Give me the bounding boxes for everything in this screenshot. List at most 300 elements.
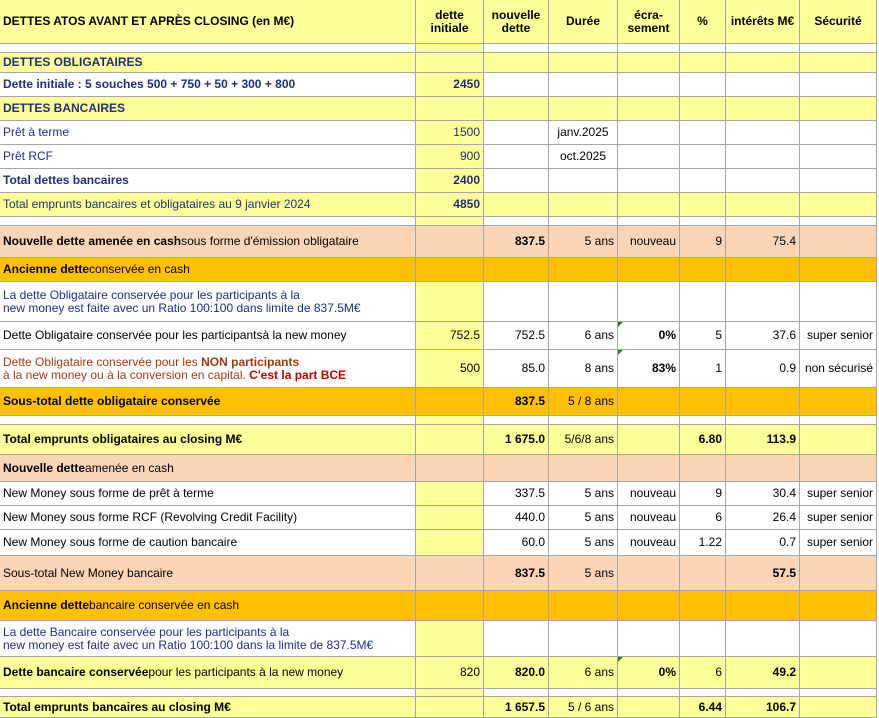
cell-text: Nouvelle dette bbox=[3, 460, 86, 475]
table-cell[interactable] bbox=[800, 697, 877, 718]
table-cell[interactable] bbox=[484, 388, 549, 416]
table-cell[interactable] bbox=[484, 217, 549, 226]
table-cell[interactable] bbox=[680, 388, 726, 416]
table-cell[interactable] bbox=[800, 53, 877, 73]
table-cell[interactable] bbox=[800, 145, 877, 169]
cell-text: dette bbox=[435, 7, 464, 22]
table-cell[interactable] bbox=[549, 121, 618, 145]
cell-text: 5 ans bbox=[584, 565, 614, 580]
cell-text: 106.7 bbox=[765, 699, 796, 714]
table-cell[interactable] bbox=[680, 530, 726, 556]
table-cell[interactable] bbox=[549, 388, 618, 416]
cell-text: super senior bbox=[806, 510, 873, 524]
table-cell[interactable] bbox=[680, 258, 726, 282]
table-cell[interactable] bbox=[618, 217, 680, 226]
table-cell[interactable] bbox=[484, 621, 549, 657]
table-cell[interactable] bbox=[484, 591, 549, 621]
table-cell[interactable] bbox=[549, 258, 618, 282]
table-cell[interactable] bbox=[484, 258, 549, 282]
cell-text: 49.2 bbox=[772, 665, 796, 679]
table-cell[interactable] bbox=[618, 416, 680, 425]
table-cell[interactable] bbox=[800, 425, 877, 455]
table-cell[interactable] bbox=[416, 44, 484, 53]
table-cell[interactable] bbox=[800, 591, 877, 621]
table-cell[interactable] bbox=[0, 322, 416, 350]
header-ecrasement[interactable] bbox=[618, 0, 680, 44]
cell-text: 6 ans bbox=[584, 328, 614, 342]
cell-text: super senior bbox=[806, 328, 873, 342]
cell-text: 440.0 bbox=[514, 510, 545, 524]
table-cell[interactable] bbox=[549, 482, 618, 506]
table-cell[interactable] bbox=[484, 145, 549, 169]
table-cell[interactable] bbox=[416, 193, 484, 217]
table-cell[interactable] bbox=[0, 44, 416, 53]
table-cell[interactable] bbox=[416, 226, 484, 258]
table-cell[interactable] bbox=[484, 455, 549, 482]
header-duree[interactable] bbox=[549, 0, 618, 44]
table-cell[interactable] bbox=[726, 169, 800, 193]
cell-text: 837.5 bbox=[514, 234, 545, 248]
table-cell[interactable] bbox=[680, 169, 726, 193]
table-cell[interactable] bbox=[800, 226, 877, 258]
table-cell[interactable] bbox=[726, 621, 800, 657]
cell-text: Dette bancaire conservée bbox=[3, 665, 149, 679]
table-cell[interactable] bbox=[549, 169, 618, 193]
table-cell[interactable] bbox=[0, 73, 416, 97]
table-cell[interactable] bbox=[416, 530, 484, 556]
table-cell[interactable] bbox=[549, 73, 618, 97]
cell-text: 1 657.5 bbox=[504, 699, 545, 714]
table-cell[interactable] bbox=[0, 697, 416, 718]
table-cell[interactable] bbox=[0, 388, 416, 416]
cell-text: 5 ans bbox=[584, 234, 614, 248]
cell-text: Total emprunts bancaires et obligataires au 9 janvier 2024 bbox=[3, 197, 311, 211]
cell-text: Ancienne dette bbox=[3, 262, 90, 276]
cell-text: 6.44 bbox=[698, 699, 722, 714]
table-cell[interactable] bbox=[800, 556, 877, 591]
table-cell[interactable] bbox=[726, 530, 800, 556]
cell-text: non sécurisé bbox=[804, 361, 873, 375]
cell-text: 5 bbox=[715, 328, 722, 342]
cell-text: super senior bbox=[806, 486, 873, 500]
cell-text: 6 ans bbox=[584, 665, 614, 679]
table-cell[interactable] bbox=[680, 556, 726, 591]
table-cell[interactable] bbox=[680, 226, 726, 258]
table-cell[interactable] bbox=[484, 53, 549, 73]
table-cell[interactable] bbox=[549, 53, 618, 73]
cell-text: nouveau bbox=[629, 535, 676, 549]
nouvelle-dette-cash-label[interactable] bbox=[0, 455, 416, 482]
table-cell[interactable] bbox=[484, 73, 549, 97]
table-cell[interactable] bbox=[680, 689, 726, 697]
table-cell[interactable] bbox=[680, 455, 726, 482]
table-cell[interactable] bbox=[416, 145, 484, 169]
table-cell[interactable] bbox=[726, 416, 800, 425]
table-cell[interactable] bbox=[0, 121, 416, 145]
table-cell[interactable] bbox=[484, 193, 549, 217]
cell-text: 2450 bbox=[453, 77, 480, 91]
cell-text: La dette Bancaire conservée pour les participants à la bbox=[3, 624, 290, 639]
oblig-info-label[interactable] bbox=[0, 282, 416, 322]
table-cell[interactable] bbox=[549, 506, 618, 530]
table-cell[interactable] bbox=[0, 506, 416, 530]
table-cell[interactable] bbox=[549, 322, 618, 350]
table-cell[interactable] bbox=[680, 621, 726, 657]
table-cell[interactable] bbox=[549, 145, 618, 169]
table-cell[interactable] bbox=[618, 44, 680, 53]
title-cell[interactable] bbox=[0, 0, 416, 44]
cell-text: sement bbox=[627, 20, 670, 35]
table-cell[interactable] bbox=[726, 73, 800, 97]
table-cell[interactable] bbox=[800, 388, 877, 416]
cell-text: super senior bbox=[806, 535, 873, 549]
table-cell[interactable] bbox=[416, 657, 484, 689]
table-cell[interactable] bbox=[484, 530, 549, 556]
table-cell[interactable] bbox=[618, 73, 680, 97]
table-cell[interactable] bbox=[726, 506, 800, 530]
table-cell[interactable] bbox=[484, 506, 549, 530]
table-cell[interactable] bbox=[0, 482, 416, 506]
cell-text: intérêts M€ bbox=[730, 14, 795, 28]
table-cell[interactable] bbox=[549, 425, 618, 455]
table-cell[interactable] bbox=[484, 416, 549, 425]
table-cell[interactable] bbox=[800, 121, 877, 145]
dette-bancaire-conservee-label[interactable] bbox=[0, 657, 416, 689]
table-cell[interactable] bbox=[618, 350, 680, 388]
table-cell[interactable] bbox=[726, 556, 800, 591]
table-cell[interactable] bbox=[484, 97, 549, 121]
table-cell[interactable] bbox=[618, 530, 680, 556]
cell-text: % bbox=[697, 14, 708, 28]
table-cell[interactable] bbox=[0, 217, 416, 226]
table-cell[interactable] bbox=[680, 97, 726, 121]
table-cell[interactable] bbox=[680, 506, 726, 530]
cell-text bbox=[3, 369, 346, 382]
table-cell[interactable] bbox=[0, 556, 416, 591]
table-cell[interactable] bbox=[484, 482, 549, 506]
table-cell[interactable] bbox=[0, 425, 416, 455]
table-cell[interactable] bbox=[680, 591, 726, 621]
table-cell[interactable] bbox=[800, 350, 877, 388]
header-securite[interactable] bbox=[800, 0, 877, 44]
cell-text: 0.7 bbox=[779, 535, 796, 549]
table-cell[interactable] bbox=[484, 44, 549, 53]
cell-text: Dette initiale : 5 souches 500 + 750 + 50 + 300 + 800 bbox=[3, 77, 296, 91]
cell-text: Sécurité bbox=[814, 14, 862, 28]
table-cell[interactable] bbox=[800, 621, 877, 657]
table-cell[interactable] bbox=[726, 697, 800, 718]
table-cell[interactable] bbox=[484, 282, 549, 322]
table-cell[interactable] bbox=[680, 193, 726, 217]
table-cell[interactable] bbox=[416, 217, 484, 226]
table-cell[interactable] bbox=[680, 657, 726, 689]
table-cell[interactable] bbox=[549, 697, 618, 718]
page-title: DETTES ATOS AVANT ET APRÈS CLOSING (en M€) bbox=[3, 14, 295, 28]
table-cell[interactable] bbox=[416, 322, 484, 350]
table-cell[interactable] bbox=[416, 169, 484, 193]
table-cell[interactable] bbox=[680, 425, 726, 455]
table-cell[interactable] bbox=[680, 53, 726, 73]
table-cell[interactable] bbox=[484, 226, 549, 258]
table-cell[interactable] bbox=[680, 73, 726, 97]
table-cell[interactable] bbox=[549, 44, 618, 53]
table-cell[interactable] bbox=[800, 530, 877, 556]
table-cell[interactable] bbox=[618, 657, 680, 689]
cell-text: 5 ans bbox=[584, 510, 614, 524]
table-cell[interactable] bbox=[0, 416, 416, 425]
table-cell[interactable] bbox=[484, 322, 549, 350]
cell-text: 820 bbox=[459, 665, 480, 679]
table-cell[interactable] bbox=[726, 591, 800, 621]
cell-text: 5 / 8 ans bbox=[567, 394, 614, 408]
cell-text: 0% bbox=[658, 665, 676, 679]
cell-text: Prêt à terme bbox=[3, 125, 70, 139]
cell-text: initiale bbox=[430, 20, 469, 35]
nouvelle-dette-label[interactable] bbox=[0, 226, 416, 258]
table-cell[interactable] bbox=[726, 657, 800, 689]
cell-text: écra- bbox=[634, 7, 663, 22]
table-cell[interactable] bbox=[726, 53, 800, 73]
table-cell[interactable] bbox=[618, 388, 680, 416]
cell-text: 37.6 bbox=[772, 328, 796, 342]
table-cell[interactable] bbox=[416, 425, 484, 455]
cell-text: 1.22 bbox=[698, 535, 722, 549]
cell-text: 752.5 bbox=[514, 328, 545, 342]
cell-text: Durée bbox=[565, 14, 600, 28]
table-cell[interactable] bbox=[484, 121, 549, 145]
table-cell[interactable] bbox=[618, 97, 680, 121]
table-cell[interactable] bbox=[726, 425, 800, 455]
table-cell[interactable] bbox=[618, 425, 680, 455]
table-cell[interactable] bbox=[0, 169, 416, 193]
section-bancaires[interactable] bbox=[0, 97, 416, 121]
table-cell[interactable] bbox=[416, 621, 484, 657]
header-interets[interactable] bbox=[726, 0, 800, 44]
cell-text: Prêt RCF bbox=[3, 149, 54, 163]
cell-text: 6.80 bbox=[698, 432, 722, 446]
table-cell[interactable] bbox=[618, 121, 680, 145]
table-cell[interactable] bbox=[549, 657, 618, 689]
cell-text: 9 bbox=[715, 486, 722, 500]
table-cell[interactable] bbox=[549, 226, 618, 258]
cell-text: 85.0 bbox=[521, 361, 545, 375]
table-cell[interactable] bbox=[416, 506, 484, 530]
table-cell[interactable] bbox=[549, 416, 618, 425]
table-cell[interactable] bbox=[416, 258, 484, 282]
cell-text: à la new money ou à la conversion en capital. bbox=[3, 367, 250, 382]
table-cell[interactable] bbox=[0, 689, 416, 697]
table-cell[interactable] bbox=[549, 282, 618, 322]
table-cell[interactable] bbox=[618, 506, 680, 530]
table-cell[interactable] bbox=[416, 73, 484, 97]
table-cell[interactable] bbox=[726, 145, 800, 169]
table-cell[interactable] bbox=[680, 697, 726, 718]
table-cell[interactable] bbox=[484, 697, 549, 718]
header-nouvelle-dette[interactable] bbox=[484, 0, 549, 44]
cell-text: pour les participants à la new money bbox=[148, 665, 344, 679]
table-cell[interactable] bbox=[680, 121, 726, 145]
banc-info-label[interactable] bbox=[0, 621, 416, 657]
table-cell[interactable] bbox=[800, 689, 877, 697]
cell-text: janv.2025 bbox=[557, 125, 609, 139]
table-cell[interactable] bbox=[680, 282, 726, 322]
table-cell[interactable] bbox=[549, 455, 618, 482]
table-cell[interactable] bbox=[416, 350, 484, 388]
table-cell[interactable] bbox=[0, 145, 416, 169]
cell-text: Dette Obligataire conservée pour les participantsà la new money bbox=[3, 328, 347, 342]
cell-text: 900 bbox=[459, 149, 480, 163]
table-cell[interactable] bbox=[416, 53, 484, 73]
table-cell[interactable] bbox=[726, 689, 800, 697]
table-cell[interactable] bbox=[680, 145, 726, 169]
cell-text: dette bbox=[501, 20, 531, 35]
table-cell[interactable] bbox=[416, 689, 484, 697]
cell-text: Ancienne dette bbox=[3, 598, 90, 612]
table-cell[interactable] bbox=[484, 556, 549, 591]
table-cell[interactable] bbox=[618, 145, 680, 169]
table-cell[interactable] bbox=[726, 121, 800, 145]
cell-text: oct.2025 bbox=[559, 149, 607, 163]
table-cell[interactable] bbox=[800, 657, 877, 689]
table-cell[interactable] bbox=[726, 226, 800, 258]
table-cell[interactable] bbox=[618, 53, 680, 73]
table-cell[interactable] bbox=[416, 416, 484, 425]
table-cell[interactable] bbox=[800, 169, 877, 193]
table-cell[interactable] bbox=[680, 44, 726, 53]
cell-text: 820.0 bbox=[514, 665, 545, 679]
table-cell[interactable] bbox=[416, 591, 484, 621]
table-cell[interactable] bbox=[484, 657, 549, 689]
table-cell[interactable] bbox=[549, 530, 618, 556]
cell-text: 337.5 bbox=[514, 486, 545, 500]
oblig-non-participants-label[interactable] bbox=[0, 350, 416, 388]
cell-text: 57.5 bbox=[772, 565, 796, 580]
cell-text: amenée en cash bbox=[85, 460, 174, 475]
header-pct[interactable] bbox=[680, 0, 726, 44]
table-cell[interactable] bbox=[680, 482, 726, 506]
table-cell[interactable] bbox=[726, 350, 800, 388]
table-cell[interactable] bbox=[726, 482, 800, 506]
cell-text: NON participants bbox=[201, 354, 300, 369]
table-cell[interactable] bbox=[726, 388, 800, 416]
table-cell[interactable] bbox=[416, 388, 484, 416]
table-cell[interactable] bbox=[800, 455, 877, 482]
table-cell[interactable] bbox=[618, 282, 680, 322]
table-cell[interactable] bbox=[800, 506, 877, 530]
table-cell[interactable] bbox=[416, 482, 484, 506]
table-cell[interactable] bbox=[549, 621, 618, 657]
table-cell[interactable] bbox=[618, 322, 680, 350]
cell-text: 113.9 bbox=[766, 432, 796, 446]
table-cell[interactable] bbox=[0, 530, 416, 556]
table-cell[interactable] bbox=[618, 591, 680, 621]
table-cell[interactable] bbox=[680, 322, 726, 350]
cell-text: 30.4 bbox=[772, 486, 796, 500]
table-cell[interactable] bbox=[726, 322, 800, 350]
ancienne-dette-bancaire-label[interactable] bbox=[0, 591, 416, 621]
table-cell[interactable] bbox=[484, 350, 549, 388]
table-cell[interactable] bbox=[800, 282, 877, 322]
table-cell[interactable] bbox=[416, 697, 484, 718]
cell-text: 837.5 bbox=[514, 565, 545, 580]
table-cell[interactable] bbox=[618, 455, 680, 482]
table-cell[interactable] bbox=[800, 193, 877, 217]
table-cell[interactable] bbox=[549, 97, 618, 121]
table-cell[interactable] bbox=[618, 621, 680, 657]
table-cell[interactable] bbox=[680, 217, 726, 226]
table-cell[interactable] bbox=[484, 689, 549, 697]
ancienne-dette-label[interactable] bbox=[0, 258, 416, 282]
table-cell[interactable] bbox=[726, 282, 800, 322]
table-cell[interactable] bbox=[618, 482, 680, 506]
table-cell[interactable] bbox=[416, 97, 484, 121]
cell-text: 1 bbox=[715, 361, 722, 375]
table-cell[interactable] bbox=[800, 416, 877, 425]
table-cell[interactable] bbox=[618, 258, 680, 282]
table-cell[interactable] bbox=[618, 697, 680, 718]
table-cell[interactable] bbox=[800, 44, 877, 53]
table-cell[interactable] bbox=[726, 193, 800, 217]
cell-text: 5 ans bbox=[584, 535, 614, 549]
header-dette-initiale[interactable] bbox=[416, 0, 484, 44]
cell-text: Total dettes bancaires bbox=[3, 173, 129, 187]
cell-text: 8 ans bbox=[584, 361, 614, 375]
table-cell[interactable] bbox=[800, 258, 877, 282]
table-cell[interactable] bbox=[549, 350, 618, 388]
table-cell[interactable] bbox=[618, 193, 680, 217]
table-cell[interactable] bbox=[416, 121, 484, 145]
table-cell[interactable] bbox=[416, 556, 484, 591]
table-cell[interactable] bbox=[618, 689, 680, 697]
table-cell[interactable] bbox=[416, 455, 484, 482]
table-cell[interactable] bbox=[416, 282, 484, 322]
table-cell[interactable] bbox=[618, 556, 680, 591]
table-cell[interactable] bbox=[680, 350, 726, 388]
table-cell[interactable] bbox=[549, 689, 618, 697]
table-cell[interactable] bbox=[800, 97, 877, 121]
cell-text: 5 ans bbox=[584, 486, 614, 500]
table-cell[interactable] bbox=[0, 193, 416, 217]
table-cell[interactable] bbox=[549, 193, 618, 217]
cell-text: 2400 bbox=[453, 173, 480, 187]
table-cell[interactable] bbox=[800, 217, 877, 226]
table-cell[interactable] bbox=[726, 217, 800, 226]
table-cell[interactable] bbox=[726, 97, 800, 121]
table-cell[interactable] bbox=[726, 44, 800, 53]
table-cell[interactable] bbox=[680, 416, 726, 425]
table-cell[interactable] bbox=[549, 591, 618, 621]
cell-text: 9 bbox=[715, 234, 722, 248]
cell-text: 752.5 bbox=[449, 328, 480, 342]
table-cell[interactable] bbox=[484, 425, 549, 455]
table-cell[interactable] bbox=[618, 169, 680, 193]
cell-text: nouveau bbox=[629, 486, 676, 500]
cell-text: Sous-total dette obligataire conservée bbox=[3, 394, 221, 408]
table-cell[interactable] bbox=[549, 556, 618, 591]
table-cell[interactable] bbox=[800, 482, 877, 506]
cell-text: New Money sous forme de prêt à terme bbox=[3, 486, 214, 500]
cell-text: Dette Obligataire conservée pour les bbox=[3, 354, 202, 369]
table-cell[interactable] bbox=[800, 73, 877, 97]
table-cell[interactable] bbox=[484, 169, 549, 193]
table-cell[interactable] bbox=[618, 226, 680, 258]
table-cell[interactable] bbox=[726, 455, 800, 482]
table-cell[interactable] bbox=[726, 258, 800, 282]
table-cell[interactable] bbox=[800, 322, 877, 350]
table-cell[interactable] bbox=[549, 217, 618, 226]
section-obligataires[interactable] bbox=[0, 53, 416, 73]
cell-text: 500 bbox=[459, 361, 480, 375]
